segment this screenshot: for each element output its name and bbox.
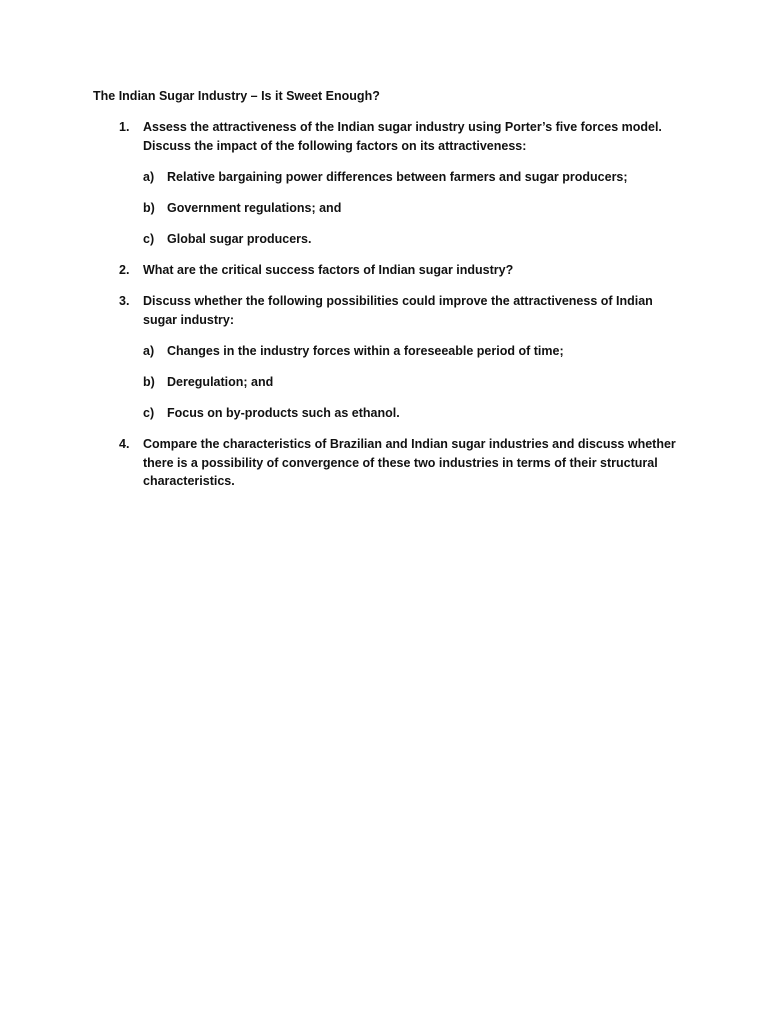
question-4 bbox=[119, 435, 679, 491]
question-text: What are the critical success factors of Indian sugar industry? bbox=[143, 263, 514, 277]
item-text: Global sugar producers. bbox=[167, 232, 312, 246]
question-number: 1. bbox=[119, 120, 130, 134]
question-number: 4. bbox=[119, 437, 130, 451]
question-3-item-c bbox=[143, 404, 683, 422]
question-1-item-b bbox=[143, 199, 683, 217]
question-number: 2. bbox=[119, 263, 130, 277]
item-letter: b) bbox=[143, 201, 155, 215]
item-text: Focus on by-products such as ethanol. bbox=[167, 406, 400, 420]
item-text: Relative bargaining power differences between farmers and sugar producers; bbox=[167, 170, 628, 184]
question-1-item-a bbox=[143, 168, 683, 186]
question-text: Discuss whether the following possibilities could improve the attractiveness of Indian sugar industry: bbox=[143, 294, 653, 327]
item-text: Changes in the industry forces within a foreseeable period of time; bbox=[167, 344, 564, 358]
question-3-item-a bbox=[143, 342, 683, 360]
item-letter: a) bbox=[143, 170, 155, 184]
question-1 bbox=[119, 118, 679, 155]
question-1-item-c bbox=[143, 230, 683, 248]
item-letter: a) bbox=[143, 344, 155, 358]
question-2 bbox=[119, 261, 679, 280]
question-text: Assess the attractiveness of the Indian sugar industry using Porter’s five forces model. Discuss the impact of the following factors on its attractiveness: bbox=[143, 120, 662, 153]
question-text: Compare the characteristics of Brazilian and Indian sugar industries and discuss whether there is a possibility of convergence of these two industries in terms of their structural characteristics. bbox=[143, 437, 676, 488]
question-3-item-b bbox=[143, 373, 683, 391]
document-title: The Indian Sugar Industry – Is it Sweet Enough? bbox=[93, 89, 380, 103]
item-text: Deregulation; and bbox=[167, 375, 274, 389]
item-letter: c) bbox=[143, 232, 155, 246]
item-letter: c) bbox=[143, 406, 155, 420]
item-letter: b) bbox=[143, 375, 155, 389]
question-3 bbox=[119, 292, 679, 329]
item-text: Government regulations; and bbox=[167, 201, 342, 215]
question-number: 3. bbox=[119, 294, 130, 308]
